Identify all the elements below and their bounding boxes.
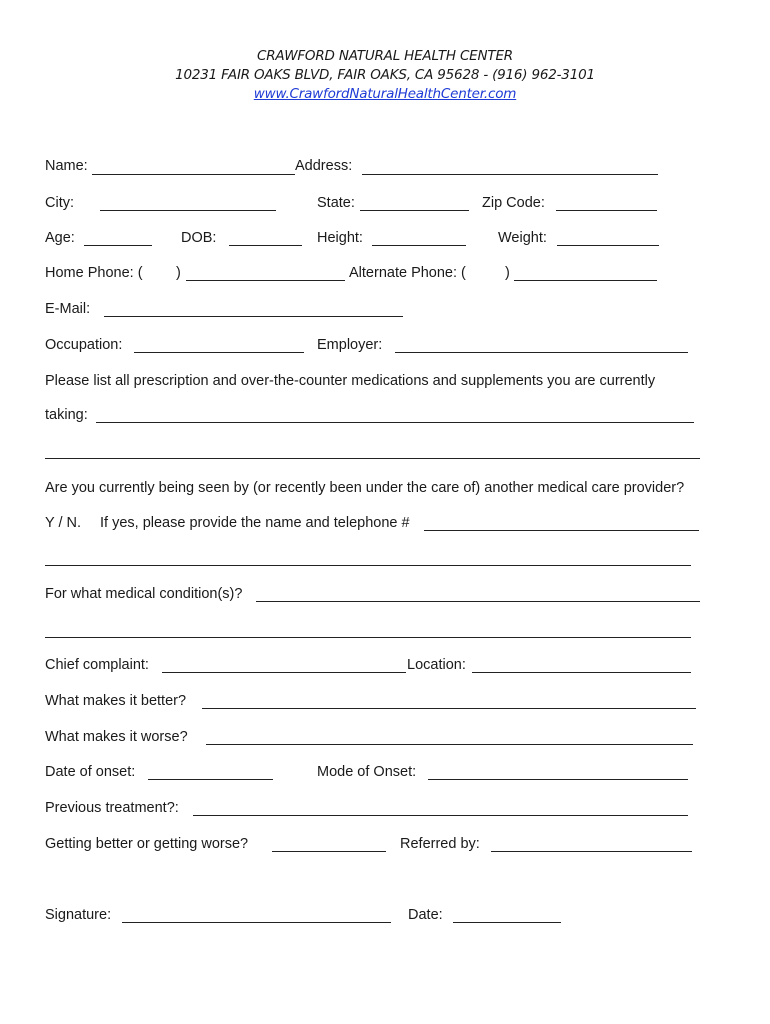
address-field[interactable] xyxy=(362,174,658,175)
provider-name-field-line2[interactable] xyxy=(45,565,691,566)
clinic-address: 10231 FAIR OAKS BLVD, FAIR OAKS, CA 95628 - (916) 962-3101 xyxy=(175,67,595,83)
age-field[interactable] xyxy=(84,245,152,246)
provider-name-field[interactable] xyxy=(424,530,699,531)
city-field[interactable] xyxy=(100,210,276,211)
chief-complaint-field[interactable] xyxy=(162,672,406,673)
alt-phone-field[interactable] xyxy=(514,280,657,281)
alt-phone-label: Alternate Phone: ( xyxy=(349,265,466,281)
trend-field[interactable] xyxy=(272,851,386,852)
city-label: City: xyxy=(45,195,74,211)
condition-field[interactable] xyxy=(256,601,700,602)
better-field[interactable] xyxy=(202,708,696,709)
onset-date-label: Date of onset: xyxy=(45,764,136,780)
employer-field[interactable] xyxy=(395,352,688,353)
worse-field[interactable] xyxy=(206,744,693,745)
state-label: State: xyxy=(317,195,355,211)
home-phone-field[interactable] xyxy=(186,280,345,281)
employer-label: Employer: xyxy=(317,337,383,353)
weight-label: Weight: xyxy=(498,230,547,246)
medications-field-line1[interactable] xyxy=(96,422,694,423)
dob-field[interactable] xyxy=(229,245,302,246)
referred-field[interactable] xyxy=(491,851,692,852)
height-label: Height: xyxy=(317,230,363,246)
taking-label: taking: xyxy=(45,407,88,423)
occupation-field[interactable] xyxy=(134,352,304,353)
age-label: Age: xyxy=(45,230,75,246)
clinic-website-link[interactable]: www.CrawfordNaturalHealthCenter.com xyxy=(253,86,517,102)
referred-label: Referred by: xyxy=(400,836,480,852)
email-field[interactable] xyxy=(104,316,403,317)
worse-label: What makes it worse? xyxy=(45,729,188,745)
condition-label: For what medical condition(s)? xyxy=(45,586,243,602)
date-label: Date: xyxy=(408,907,443,923)
weight-field[interactable] xyxy=(557,245,659,246)
previous-treatment-field[interactable] xyxy=(193,815,688,816)
alt-phone-paren: ) xyxy=(505,265,510,281)
date-field[interactable] xyxy=(453,922,561,923)
medications-question: Please list all prescription and over-the-counter medications and supplements you are currently xyxy=(45,373,656,389)
chief-complaint-label: Chief complaint: xyxy=(45,657,149,673)
dob-label: DOB: xyxy=(181,230,217,246)
condition-field-line2[interactable] xyxy=(45,637,691,638)
email-label: E-Mail: xyxy=(45,301,91,317)
clinic-name: CRAWFORD NATURAL HEALTH CENTER xyxy=(257,48,513,64)
trend-label: Getting better or getting worse? xyxy=(45,836,249,852)
onset-mode-field[interactable] xyxy=(428,779,688,780)
name-label: Name: xyxy=(45,158,88,174)
address-label: Address: xyxy=(295,158,353,174)
onset-mode-label: Mode of Onset: xyxy=(317,764,417,780)
home-phone-label: Home Phone: ( xyxy=(45,265,143,281)
signature-label: Signature: xyxy=(45,907,112,923)
previous-treatment-label: Previous treatment?: xyxy=(45,800,179,816)
zip-field[interactable] xyxy=(556,210,657,211)
other-provider-question: Are you currently being seen by (or recently been under the care of) another medical care provider? xyxy=(45,480,685,496)
occupation-label: Occupation: xyxy=(45,337,123,353)
location-label: Location: xyxy=(407,657,466,673)
home-phone-paren: ) xyxy=(176,265,181,281)
signature-field[interactable] xyxy=(122,922,391,923)
better-label: What makes it better? xyxy=(45,693,187,709)
name-field[interactable] xyxy=(92,174,295,175)
yes-no-option[interactable]: Y / N. xyxy=(45,515,81,531)
provider-name-label: If yes, please provide the name and telephone # xyxy=(100,515,410,531)
location-field[interactable] xyxy=(472,672,691,673)
state-field[interactable] xyxy=(360,210,469,211)
onset-date-field[interactable] xyxy=(148,779,273,780)
medications-field-line2[interactable] xyxy=(45,458,700,459)
zip-label: Zip Code: xyxy=(482,195,545,211)
height-field[interactable] xyxy=(372,245,466,246)
